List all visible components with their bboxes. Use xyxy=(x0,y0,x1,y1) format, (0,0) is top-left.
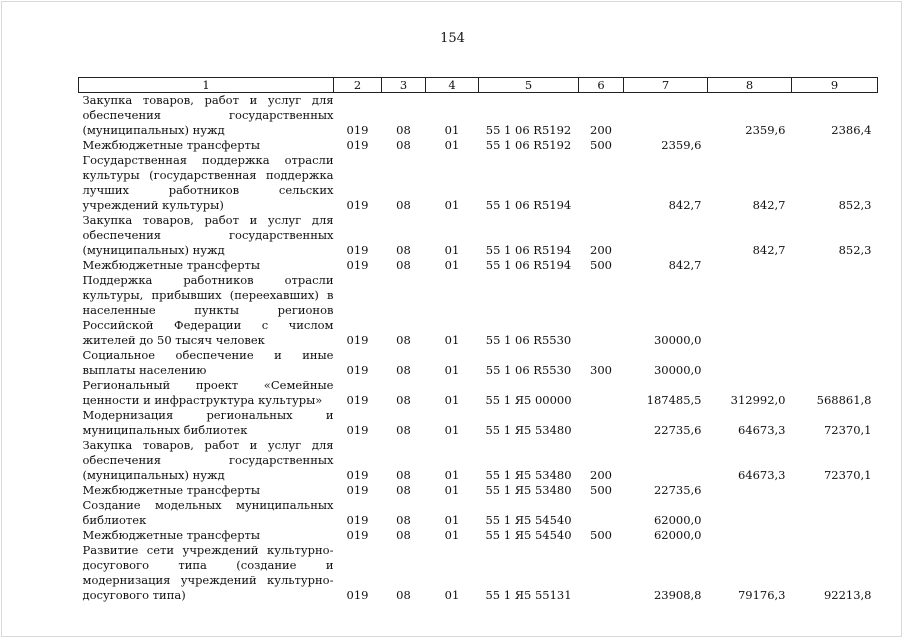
subsection-code-cell: 01 xyxy=(444,483,460,497)
amount-col7-cell: 187485,5 xyxy=(646,393,702,407)
ministry-code-cell: 019 xyxy=(346,243,369,257)
amount-col9-cell: 852,3 xyxy=(838,243,872,257)
expense-type-cell xyxy=(579,153,624,213)
item-name-cell: Межбюджетные трансферты xyxy=(82,138,261,152)
column-header: 3 xyxy=(382,78,426,93)
section-code-cell: 08 xyxy=(396,258,411,272)
expense-type-cell xyxy=(579,408,624,438)
item-name-cell: Межбюджетные трансферты xyxy=(82,528,261,542)
ministry-code-cell: 019 xyxy=(346,588,369,602)
subsection-code-cell: 01 xyxy=(444,363,460,377)
table-row xyxy=(79,483,878,498)
target-article-cell: 55 1 Я5 55131 xyxy=(485,588,572,602)
amount-col9-cell: 72370,1 xyxy=(823,468,872,482)
amount-col8-cell xyxy=(708,483,792,498)
table-header-row xyxy=(79,78,878,93)
amount-col7-cell: 62000,0 xyxy=(653,513,702,527)
amount-col9-cell xyxy=(792,258,878,273)
page-number: 154 xyxy=(440,31,465,46)
subsection-code-cell: 01 xyxy=(444,258,460,272)
amount-col8-cell xyxy=(708,258,792,273)
amount-col8-cell xyxy=(708,498,792,528)
amount-col8-cell: 64673,3 xyxy=(737,468,786,482)
column-header: 2 xyxy=(334,78,382,93)
budget-table xyxy=(78,77,878,603)
column-header: 6 xyxy=(579,78,624,93)
expense-type-cell: 300 xyxy=(590,363,612,377)
ministry-code-cell: 019 xyxy=(346,393,369,407)
ministry-code-cell: 019 xyxy=(346,528,369,542)
ministry-code-cell: 019 xyxy=(346,123,369,137)
ministry-code-cell: 019 xyxy=(346,138,369,152)
subsection-code-cell: 01 xyxy=(444,423,460,437)
target-article-cell: 55 1 Я5 54540 xyxy=(485,513,572,527)
amount-col9-cell: 852,3 xyxy=(838,198,872,212)
amount-col8-cell: 842,7 xyxy=(752,243,786,257)
table-row xyxy=(79,408,878,438)
target-article-cell: 55 1 Я5 53480 xyxy=(485,468,572,482)
amount-col8-cell xyxy=(708,138,792,153)
subsection-code-cell: 01 xyxy=(444,123,460,137)
amount-col7-cell: 22735,6 xyxy=(653,423,702,437)
section-code-cell: 08 xyxy=(396,588,411,602)
column-header: 9 xyxy=(792,78,878,93)
expense-type-cell: 500 xyxy=(590,258,612,272)
expense-type-cell: 200 xyxy=(590,468,612,482)
table-row xyxy=(79,438,878,483)
expense-type-cell: 200 xyxy=(590,123,612,137)
table-row xyxy=(79,213,878,258)
item-name-cell: Создание модельных муниципальных библиотек xyxy=(82,498,334,527)
subsection-code-cell: 01 xyxy=(444,468,460,482)
target-article-cell: 55 1 06 R5194 xyxy=(485,258,572,272)
expense-type-cell xyxy=(579,498,624,528)
amount-col9-cell: 2386,4 xyxy=(831,123,872,137)
section-code-cell: 08 xyxy=(396,423,411,437)
amount-col7-cell: 842,7 xyxy=(668,198,702,212)
subsection-code-cell: 01 xyxy=(444,393,460,407)
table-row xyxy=(79,528,878,543)
target-article-cell: 55 1 06 R5530 xyxy=(485,333,572,347)
section-code-cell: 08 xyxy=(396,198,411,212)
subsection-code-cell: 01 xyxy=(444,243,460,257)
item-name-cell: Закупка товаров, работ и услуг для обеспечения государственных (муниципальных) нужд xyxy=(82,93,334,137)
expense-type-cell xyxy=(579,543,624,603)
item-name-cell: Модернизация региональных и муниципальных библиотек xyxy=(82,408,334,437)
target-article-cell: 55 1 Я5 54540 xyxy=(485,528,572,542)
section-code-cell: 08 xyxy=(396,393,411,407)
target-article-cell: 55 1 06 R5194 xyxy=(485,198,572,212)
expense-type-cell: 200 xyxy=(590,243,612,257)
amount-col7-cell: 22735,6 xyxy=(653,483,702,497)
table-row xyxy=(79,543,878,603)
subsection-code-cell: 01 xyxy=(444,198,460,212)
amount-col7-cell xyxy=(624,213,708,258)
table-row xyxy=(79,348,878,378)
expense-type-cell xyxy=(579,273,624,348)
expense-type-cell: 500 xyxy=(590,138,612,152)
section-code-cell: 08 xyxy=(396,333,411,347)
amount-col9-cell xyxy=(792,138,878,153)
section-code-cell: 08 xyxy=(396,243,411,257)
table-row xyxy=(79,153,878,213)
amount-col7-cell: 30000,0 xyxy=(653,333,702,347)
section-code-cell: 08 xyxy=(396,483,411,497)
amount-col7-cell: 842,7 xyxy=(668,258,702,272)
item-name-cell: Закупка товаров, работ и услуг для обеспечения государственных (муниципальных) нужд xyxy=(82,213,334,257)
amount-col7-cell: 30000,0 xyxy=(653,363,702,377)
ministry-code-cell: 019 xyxy=(346,363,369,377)
column-header: 5 xyxy=(479,78,579,93)
subsection-code-cell: 01 xyxy=(444,588,460,602)
section-code-cell: 08 xyxy=(396,363,411,377)
section-code-cell: 08 xyxy=(396,513,411,527)
target-article-cell: 55 1 06 R5530 xyxy=(485,363,572,377)
amount-col9-cell: 568861,8 xyxy=(816,393,872,407)
table-row xyxy=(79,273,878,348)
amount-col9-cell xyxy=(792,273,878,348)
amount-col8-cell: 312992,0 xyxy=(730,393,786,407)
section-code-cell: 08 xyxy=(396,528,411,542)
amount-col8-cell: 842,7 xyxy=(752,198,786,212)
amount-col7-cell: 62000,0 xyxy=(653,528,702,542)
item-name-cell: Социальное обеспечение и иные выплаты населению xyxy=(82,348,334,377)
amount-col7-cell: 2359,6 xyxy=(661,138,702,152)
amount-col9-cell xyxy=(792,498,878,528)
column-header: 4 xyxy=(426,78,479,93)
target-article-cell: 55 1 Я5 53480 xyxy=(485,483,572,497)
item-name-cell: Региональный проект «Семейные ценности и инфраструктура культуры» xyxy=(82,378,334,407)
amount-col8-cell: 2359,6 xyxy=(745,123,786,137)
ministry-code-cell: 019 xyxy=(346,198,369,212)
expense-type-cell: 500 xyxy=(590,528,612,542)
expense-type-cell: 500 xyxy=(590,483,612,497)
table-row xyxy=(79,93,878,139)
subsection-code-cell: 01 xyxy=(444,528,460,542)
ministry-code-cell: 019 xyxy=(346,468,369,482)
target-article-cell: 55 1 06 R5192 xyxy=(485,123,572,137)
amount-col8-cell: 79176,3 xyxy=(737,588,786,602)
amount-col8-cell xyxy=(708,273,792,348)
item-name-cell: Закупка товаров, работ и услуг для обеспечения государственных (муниципальных) нужд xyxy=(82,438,334,482)
amount-col9-cell: 72370,1 xyxy=(823,423,872,437)
column-header: 1 xyxy=(79,78,334,93)
item-name-cell: Межбюджетные трансферты xyxy=(82,258,261,272)
table-row xyxy=(79,258,878,273)
amount-col8-cell: 64673,3 xyxy=(737,423,786,437)
column-header: 7 xyxy=(624,78,708,93)
item-name-cell: Межбюджетные трансферты xyxy=(82,483,261,497)
ministry-code-cell: 019 xyxy=(346,333,369,347)
subsection-code-cell: 01 xyxy=(444,513,460,527)
ministry-code-cell: 019 xyxy=(346,483,369,497)
amount-col9-cell xyxy=(792,483,878,498)
section-code-cell: 08 xyxy=(396,123,411,137)
amount-col7-cell xyxy=(624,93,708,139)
item-name-cell: Развитие сети учреждений культурно-досугового типа (создание и модернизация учреждений культурно-досугового типа) xyxy=(82,543,334,602)
section-code-cell: 08 xyxy=(396,468,411,482)
target-article-cell: 55 1 Я5 00000 xyxy=(485,393,572,407)
amount-col9-cell xyxy=(792,528,878,543)
section-code-cell: 08 xyxy=(396,138,411,152)
amount-col7-cell: 23908,8 xyxy=(653,588,702,602)
ministry-code-cell: 019 xyxy=(346,513,369,527)
ministry-code-cell: 019 xyxy=(346,423,369,437)
amount-col9-cell: 92213,8 xyxy=(823,588,872,602)
subsection-code-cell: 01 xyxy=(444,138,460,152)
table-row xyxy=(79,378,878,408)
target-article-cell: 55 1 Я5 53480 xyxy=(485,423,572,437)
amount-col8-cell xyxy=(708,348,792,378)
table-row xyxy=(79,498,878,528)
amount-col7-cell xyxy=(624,438,708,483)
column-header: 8 xyxy=(708,78,792,93)
target-article-cell: 55 1 06 R5192 xyxy=(485,138,572,152)
expense-type-cell xyxy=(579,378,624,408)
item-name-cell: Государственная поддержка отрасли культуры (государственная поддержка лучших работников сельских учреждений культуры) xyxy=(82,153,334,212)
amount-col8-cell xyxy=(708,528,792,543)
target-article-cell: 55 1 06 R5194 xyxy=(485,243,572,257)
amount-col9-cell xyxy=(792,348,878,378)
table-row xyxy=(79,138,878,153)
ministry-code-cell: 019 xyxy=(346,258,369,272)
subsection-code-cell: 01 xyxy=(444,333,460,347)
item-name-cell: Поддержка работников отрасли культуры, прибывших (переехавших) в населенные пункты регионов Российской Федерации с числом жителей до 50 тысяч человек xyxy=(82,273,334,347)
